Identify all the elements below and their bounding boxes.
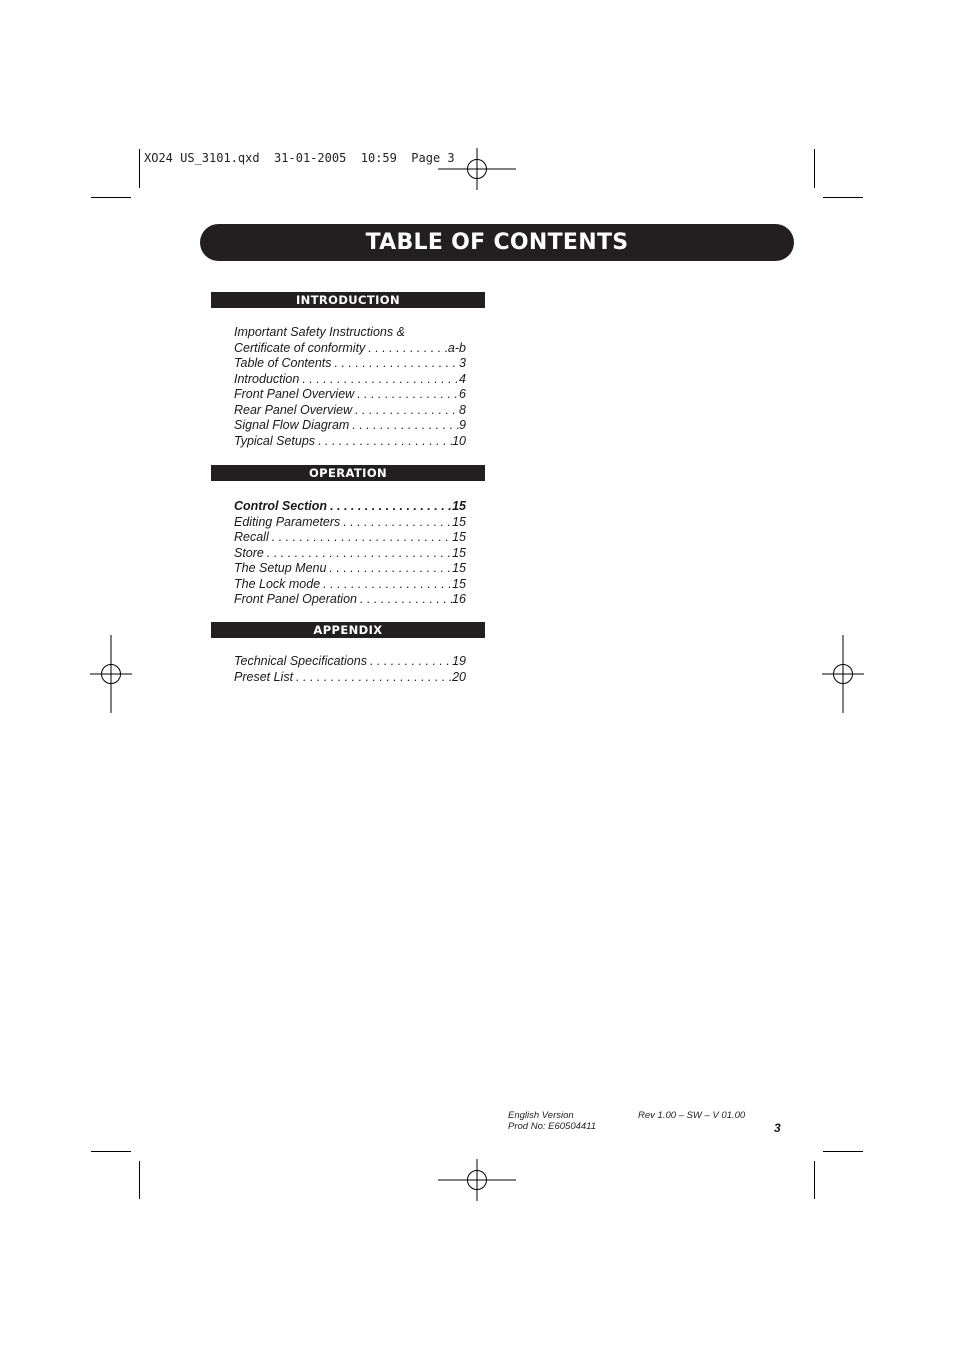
toc-entry-label: Introduction <box>234 371 300 386</box>
toc-entry[interactable] <box>234 577 466 593</box>
footer-revision: Rev 1.00 – SW – V 01.00 <box>638 1110 746 1121</box>
toc-entry-page: 3 <box>459 356 466 370</box>
toc-entry[interactable] <box>234 403 466 419</box>
toc-entry[interactable] <box>234 561 466 577</box>
toc-entry[interactable] <box>234 434 466 450</box>
toc-entry[interactable] <box>234 325 466 341</box>
crop-mark <box>814 149 815 188</box>
toc-entry-label: Recall <box>234 530 269 544</box>
toc-entry-label: Editing Parameters <box>234 514 341 529</box>
toc-entry-label: Typical Setups <box>234 433 316 448</box>
toc-entry[interactable] <box>234 592 466 608</box>
toc-entry-label: Certificate of conformity <box>234 340 366 355</box>
toc-entry-page: 15 <box>452 499 466 513</box>
crop-mark <box>823 1151 863 1152</box>
leader-dots <box>323 577 452 593</box>
toc-entry-label: The Lock mode <box>234 576 321 591</box>
toc-entry-page: 10 <box>452 433 466 448</box>
leader-dots <box>272 530 452 546</box>
registration-mark-icon <box>438 148 516 190</box>
leader-dots <box>330 499 452 515</box>
toc-entry-page: 8 <box>459 402 466 417</box>
toc-entry-label: The Setup Menu <box>234 561 327 575</box>
toc-list-operation <box>234 499 466 608</box>
toc-entry[interactable] <box>234 341 466 357</box>
crop-mark <box>91 1151 131 1152</box>
toc-entry[interactable] <box>234 546 466 562</box>
toc-entry-page: 9 <box>459 418 466 432</box>
leader-dots <box>370 654 452 670</box>
slug-line: XO24 US_3101.qxd 31-01-2005 10:59 Page 3 <box>144 151 455 165</box>
toc-entry[interactable] <box>234 372 466 388</box>
registration-mark-icon <box>438 1159 516 1201</box>
toc-entry-page: 15 <box>452 561 466 575</box>
leader-dots <box>343 515 452 531</box>
toc-entry-page: 20 <box>452 669 466 684</box>
footer-prod-no: Prod No: E60504411 <box>508 1121 597 1132</box>
toc-entry[interactable] <box>234 515 466 531</box>
toc-entry-label: Front Panel Operation <box>234 592 357 606</box>
leader-dots <box>335 356 460 372</box>
toc-entry-label: Front Panel Overview <box>234 387 355 401</box>
leader-dots <box>267 546 452 562</box>
toc-entry-page: 15 <box>452 530 466 544</box>
leader-dots <box>368 341 448 357</box>
toc-entry-page: 19 <box>452 654 466 668</box>
toc-entry-page: 15 <box>452 576 466 591</box>
page-number: 3 <box>774 1121 781 1135</box>
toc-entry-page: 16 <box>452 592 466 606</box>
section-heading-appendix: APPENDIX <box>211 622 485 638</box>
toc-entry-label: Signal Flow Diagram <box>234 418 350 432</box>
toc-entry[interactable] <box>234 418 466 434</box>
crop-mark <box>91 197 131 198</box>
leader-dots <box>302 372 459 388</box>
crop-mark <box>814 1161 815 1199</box>
toc-entry[interactable] <box>234 670 466 686</box>
toc-entry[interactable] <box>234 387 466 403</box>
leader-dots <box>329 561 452 577</box>
toc-entry-label: Table of Contents <box>234 356 332 370</box>
toc-entry-page: 4 <box>459 371 466 386</box>
registration-mark-icon <box>822 635 864 713</box>
toc-entry-page: a-b <box>447 340 466 355</box>
toc-entry-page: 6 <box>459 387 466 401</box>
section-heading-introduction: INTRODUCTION <box>211 292 485 308</box>
crop-mark <box>139 149 140 188</box>
leader-dots <box>318 434 452 450</box>
leader-dots <box>357 387 459 403</box>
toc-entry[interactable] <box>234 499 466 515</box>
leader-dots <box>296 670 452 686</box>
toc-entry-page: 15 <box>452 545 466 560</box>
title-banner <box>200 224 794 261</box>
toc-entry-label: Store <box>234 545 264 560</box>
toc-entry-label: Rear Panel Overview <box>234 402 353 417</box>
registration-mark-icon <box>90 635 132 713</box>
footer-version: English Version <box>508 1110 574 1121</box>
leader-dots <box>355 403 459 419</box>
toc-entry-page: 15 <box>452 514 466 529</box>
section-heading-operation: OPERATION <box>211 465 485 481</box>
toc-entry[interactable] <box>234 530 466 546</box>
leader-dots <box>360 592 452 608</box>
toc-entry[interactable] <box>234 654 466 670</box>
leader-dots <box>352 418 459 434</box>
toc-entry-label: Preset List <box>234 669 294 684</box>
toc-entry-label: Important Safety Instructions & <box>234 325 405 339</box>
toc-list-appendix <box>234 654 466 685</box>
toc-entry-label: Technical Specifications <box>234 654 367 668</box>
toc-entry[interactable] <box>234 356 466 372</box>
crop-mark <box>139 1161 140 1199</box>
toc-list-introduction <box>234 325 466 449</box>
toc-entry-label: Control Section <box>234 499 328 513</box>
page-title: TABLE OF CONTENTS <box>365 230 629 255</box>
crop-mark <box>823 197 863 198</box>
